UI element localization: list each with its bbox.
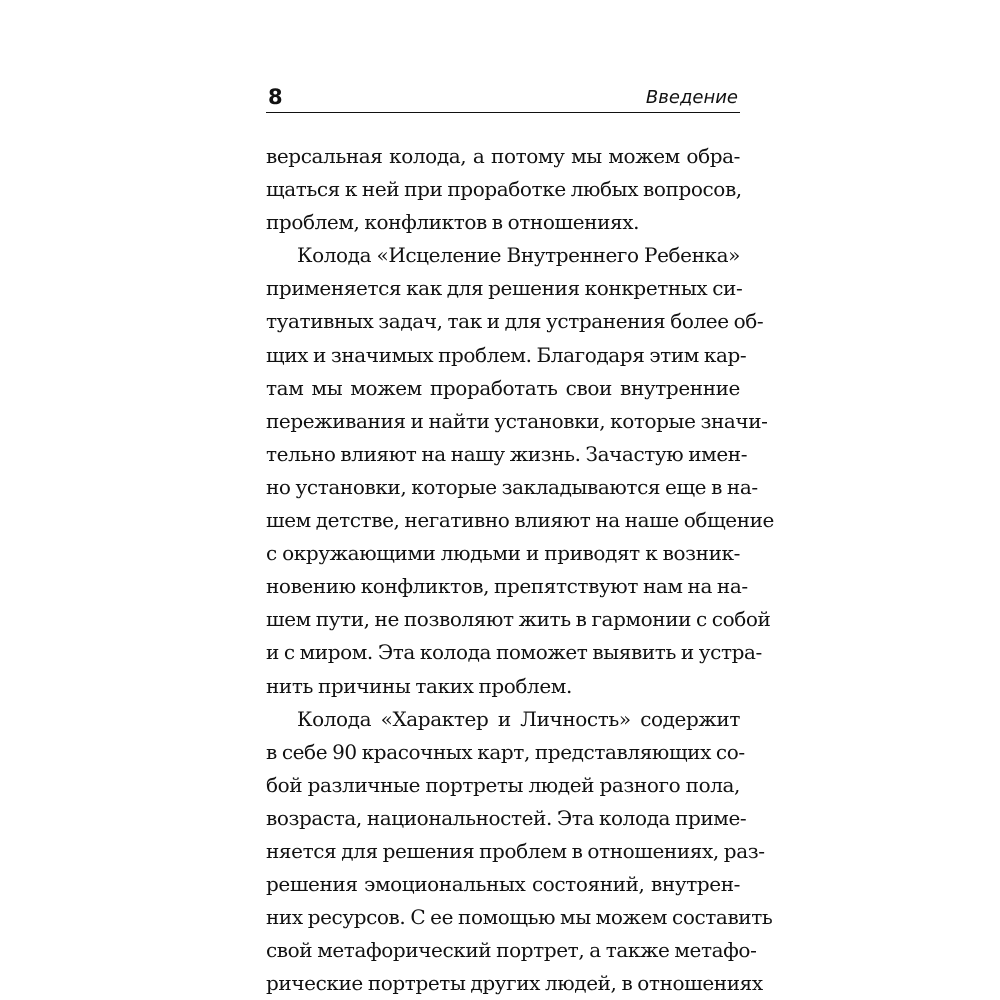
text-line: и с миром. Эта колода поможет выявить и устра- [266, 640, 762, 665]
section-title: Введение [645, 87, 738, 108]
text-line: шем детстве, негативно влияют на наше общение [266, 508, 774, 533]
text-line: щих и значимых проблем. Благодаря этим кар- [266, 342, 747, 367]
text-line: с окружающими людьми и приводят к возник- [266, 541, 740, 566]
text-line: решения эмоциональных состояний, внутрен- [266, 872, 740, 897]
page-number: 8 [268, 85, 283, 109]
text-line: свой метафорический портрет, а также метафо- [266, 938, 757, 963]
text-line: тельно влияют на нашу жизнь. Зачастую имен- [266, 441, 748, 466]
text-line: новению конфликтов, препятствуют нам на на- [266, 574, 748, 599]
text-line: проблем, конфликтов в отношениях. [266, 210, 640, 235]
text-line: переживания и найти установки, которые значи- [266, 408, 768, 433]
text-line: возраста, национальностей. Эта колода приме- [266, 805, 747, 830]
body-text [266, 140, 774, 1000]
text-line: туативных задач, так и для устранения более об- [266, 309, 764, 334]
text-line: применяется как для решения конкретных си- [266, 276, 743, 301]
text-line: рические портреты других людей, в отношениях [266, 971, 763, 996]
text-line: них ресурсов. С ее помощью мы можем составить [266, 905, 773, 930]
paragraph-first-line: Колода «Исцеление Внутреннего Ребенка» [297, 243, 740, 268]
paragraph-first-line: Колода «Характер и Личность» содержит [297, 706, 740, 731]
running-header [266, 78, 740, 113]
text-line: но установки, которые закладываются еще в на- [266, 474, 758, 499]
text-line: шем пути, не позволяют жить в гармонии с собой [266, 607, 771, 632]
book-page [266, 78, 774, 996]
text-line: няется для решения проблем в отношениях, раз- [266, 838, 765, 863]
text-line: в себе 90 красочных карт, представляющих со- [266, 739, 745, 764]
text-line: нить причины таких проблем. [266, 673, 572, 698]
text-line: там мы можем проработать свои внутренние [266, 375, 740, 400]
text-line: версальная колода, а потому мы можем обра- [266, 144, 740, 168]
text-line: бой различные портреты людей разного пола, [266, 772, 740, 797]
text-line: щаться к ней при проработке любых вопросов, [266, 177, 742, 202]
